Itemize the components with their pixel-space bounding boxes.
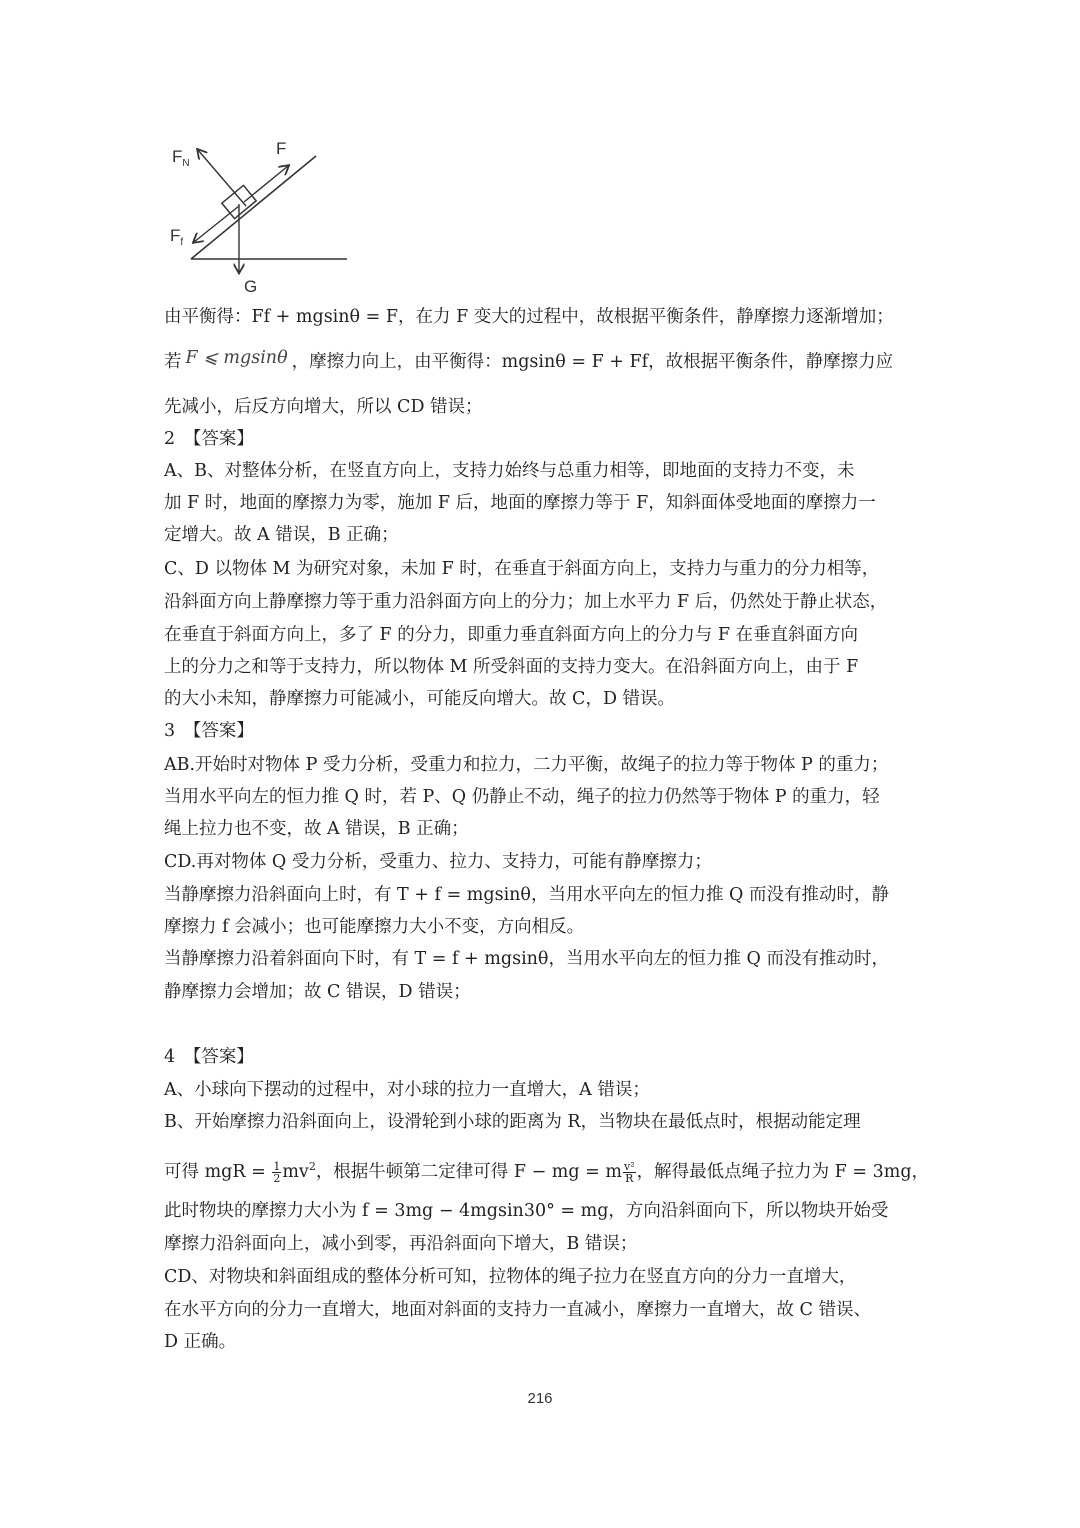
text-line: 在垂直于斜面方向上，多了 F 的分力，即重力垂直斜面方向上的分力与 F 在垂直斜面方向 bbox=[164, 625, 859, 645]
label-fn: $F_N$ bbox=[172, 147, 190, 169]
text-line: 当静摩擦力沿斜面向上时，有 T + f = mgsinθ，当用水平向左的恒力推 Q 而没有推动时，静 bbox=[164, 885, 889, 905]
text-line: 此时物块的摩擦力大小为 f = 3mg − 4mgsin30° = mg，方向沿斜面向下，所以物块开始受 bbox=[164, 1201, 889, 1221]
text-line: 摩擦力沿斜面向上，减小到零，再沿斜面向下增大，B 错误； bbox=[164, 1234, 638, 1254]
text-line: 当用水平向左的恒力推 Q 时，若 P、Q 仍静止不动，绳子的拉力仍然等于物体 P 的重力，轻 bbox=[164, 787, 880, 807]
fraction: $\frac{1}{2}$ bbox=[273, 1159, 281, 1185]
text-line: 先减小，后反方向增大，所以 CD 错误； bbox=[164, 397, 483, 417]
section-heading: 4 【答案】 bbox=[164, 1047, 254, 1067]
section-heading: 2 【答案】 bbox=[164, 429, 254, 449]
text-line: 若 F ⩽ mgsinθ ，摩擦力向上，由平衡得：mgsinθ = F + Ff，故根据平衡条件，静摩擦力应 bbox=[164, 348, 894, 372]
text-line: 的大小未知，静摩擦力可能减小，可能反向增大。故 C，D 错误。 bbox=[164, 689, 676, 709]
text-line: 定增大。故 A 错误，B 正确； bbox=[164, 525, 399, 545]
text-line: 上的分力之和等于支持力，所以物体 M 所受斜面的支持力变大。在沿斜面方向上，由于 F bbox=[164, 657, 859, 677]
fraction: $\frac{\text{v²}}{R}$ bbox=[624, 1159, 635, 1185]
label-ff: $F_f$ bbox=[170, 226, 184, 248]
text-line: A、小球向下摆动的过程中，对小球的拉力一直增大，A 错误； bbox=[164, 1080, 650, 1100]
text-line: A、B、对整体分析，在竖直方向上，支持力始终与总重力相等，即地面的支持力不变，未 bbox=[164, 461, 855, 481]
incline-line bbox=[191, 156, 316, 259]
text-line: 由平衡得：Ff + mgsinθ = F，在力 F 变大的过程中，故根据平衡条件，静摩擦力逐渐增加； bbox=[164, 307, 894, 327]
text-line: C、D 以物体 M 为研究对象，未加 F 时，在垂直于斜面方向上，支持力与重力的分力相等， bbox=[164, 559, 880, 579]
normal-force-arrow bbox=[198, 150, 246, 206]
text-line: 加 F 时，地面的摩擦力为零，施加 F 后，地面的摩擦力等于 F，知斜面体受地面的摩擦力一 bbox=[164, 493, 876, 513]
text-line: 在水平方向的分力一直增大，地面对斜面的支持力一直减小，摩擦力一直增大，故 C 错误、 bbox=[164, 1300, 872, 1320]
text-line: 静摩擦力会增加；故 C 错误，D 错误； bbox=[164, 982, 471, 1002]
text-line: 沿斜面方向上静摩擦力等于重力沿斜面方向上的分力；加上水平力 F 后，仍然处于静止状态， bbox=[164, 592, 888, 612]
section-heading: 3 【答案】 bbox=[164, 721, 254, 741]
text-line: 可得 mgR = $\frac{1}{2}$ $mv^2$，根据牛顿第二定律可得 F − mg = m $\frac{\text{v²}}{R}$ ，解得最低点绳子拉力为 F = 3mg， bbox=[164, 1159, 930, 1185]
label-f: F bbox=[276, 139, 287, 158]
text-line: 当静摩擦力沿着斜面向下时，有 T = f + mgsinθ，当用水平向左的恒力推 Q 而没有推动时， bbox=[164, 949, 889, 969]
inline-math: F ⩽ mgsinθ bbox=[185, 348, 288, 368]
text-line: CD、对物块和斜面组成的整体分析可知，拉物体的绳子拉力在竖直方向的分力一直增大， bbox=[164, 1267, 857, 1287]
force-diagram bbox=[164, 136, 354, 296]
page-number: 216 bbox=[527, 1390, 553, 1407]
text-line: 摩擦力 f 会减小；也可能摩擦力大小不变，方向相反。 bbox=[164, 917, 585, 937]
text-line: AB.开始时对物体 P 受力分析，受重力和拉力，二力平衡，故绳子的拉力等于物体 P 的重力； bbox=[164, 755, 889, 775]
text-line: B、开始摩擦力沿斜面向上，设滑轮到小球的距离为 R，当物块在最低点时，根据动能定理 bbox=[164, 1112, 861, 1132]
label-g: G bbox=[244, 277, 258, 296]
text-line: 绳上拉力也不变，故 A 错误，B 正确； bbox=[164, 819, 469, 839]
text-line: D 正确。 bbox=[164, 1332, 237, 1352]
text-line: CD.再对物体 Q 受力分析，受重力、拉力、支持力，可能有静摩擦力； bbox=[164, 852, 712, 872]
